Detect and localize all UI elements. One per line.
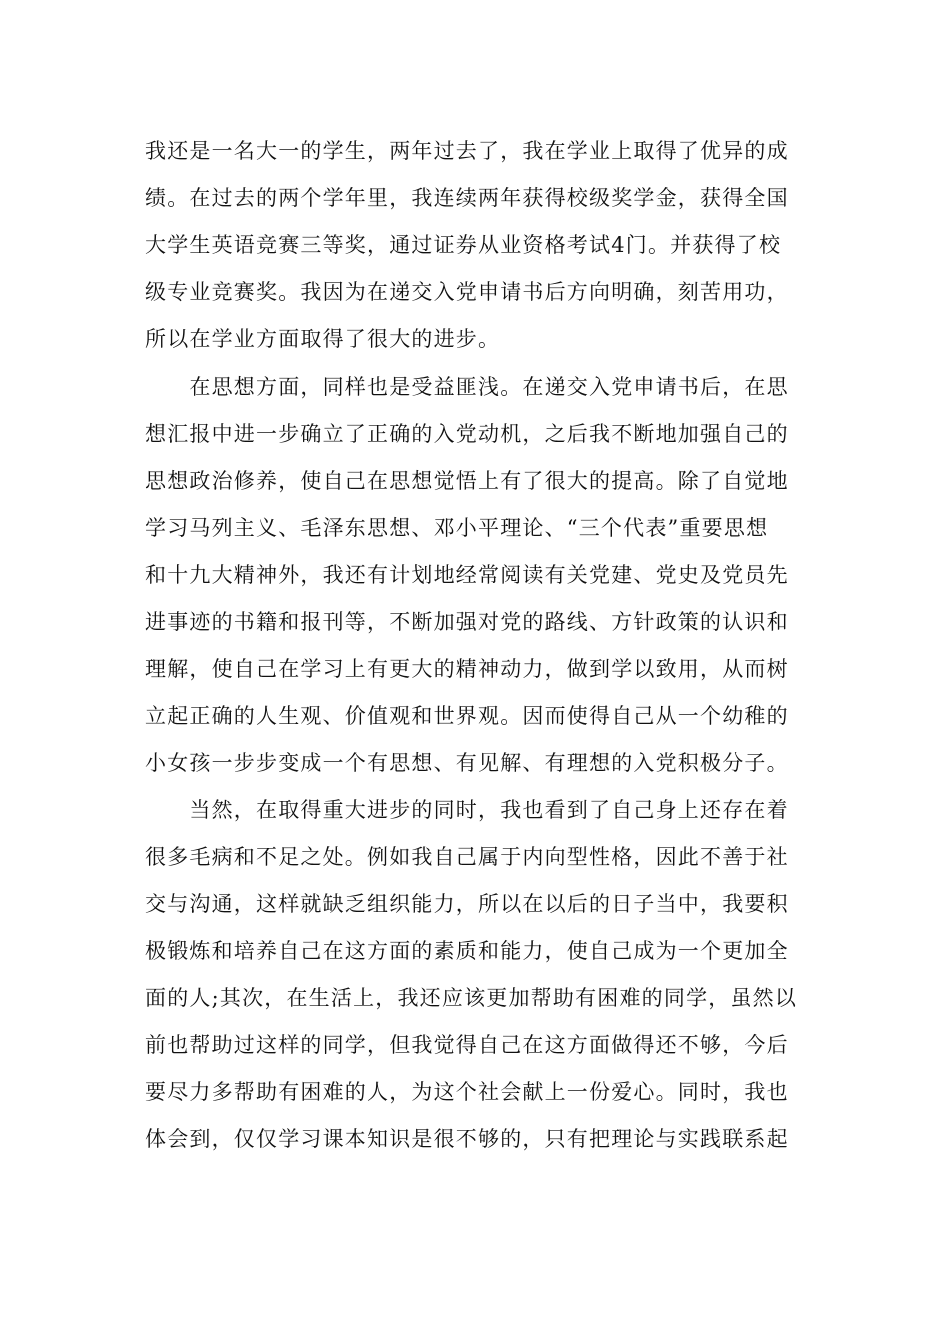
- text-line: 想汇报中进一步确立了正确的入党动机，之后我不断地加强自己的: [145, 422, 789, 446]
- text-line: 和十九大精神外，我还有计划地经常阅读有关党建、党史及党员先: [145, 563, 789, 587]
- text-line: 小女孩一步步变成一个有思想、有见解、有理想的入党积极分子。: [145, 751, 789, 775]
- text-line: 我还是一名大一的学生，两年过去了，我在学业上取得了优异的成: [145, 139, 789, 163]
- text-line: 当然，在取得重大进步的同时，我也看到了自己身上还存在着: [145, 798, 789, 822]
- text-line: 面的人;其次，在生活上，我还应该更加帮助有困难的同学，虽然以: [145, 986, 798, 1010]
- text-line: 前也帮助过这样的同学，但我觉得自己在这方面做得还不够，今后: [145, 1033, 789, 1057]
- text-line: 交与沟通，这样就缺乏组织能力，所以在以后的日子当中，我要积: [145, 892, 789, 916]
- text-line: 很多毛病和不足之处。例如我自己属于内向型性格，因此不善于社: [145, 845, 789, 869]
- text-line: 理解，使自己在学习上有更大的精神动力，做到学以致用，从而树: [145, 657, 789, 681]
- text-line: 进事迹的书籍和报刊等，不断加强对党的路线、方针政策的认识和: [145, 610, 789, 634]
- text-line: 极锻炼和培养自己在这方面的素质和能力，使自己成为一个更加全: [145, 939, 789, 963]
- text-line: 在思想方面，同样也是受益匪浅。在递交入党申请书后，在思: [145, 375, 789, 399]
- text-line: 立起正确的人生观、价值观和世界观。因而使得自己从一个幼稚的: [145, 704, 789, 728]
- text-line: 体会到，仅仅学习课本知识是很不够的，只有把理论与实践联系起: [145, 1127, 789, 1151]
- text-line: 级专业竞赛奖。我因为在递交入党申请书后方向明确，刻苦用功，: [145, 280, 789, 304]
- text-line: 思想政治修养，使自己在思想觉悟上有了很大的提高。除了自觉地: [145, 469, 789, 493]
- text-line: 要尽力多帮助有困难的人，为这个社会献上一份爱心。同时，我也: [145, 1080, 789, 1104]
- text-line: 大学生英语竞赛三等奖，通过证券从业资格考试4门。并获得了校: [145, 233, 782, 257]
- text-line: 所以在学业方面取得了很大的进步。: [145, 327, 501, 351]
- text-line: 绩。在过去的两个学年里，我连续两年获得校级奖学金，获得全国: [145, 186, 789, 210]
- text-line: 学习马列主义、毛泽东思想、邓小平理论、“三个代表”重要思想: [145, 516, 769, 540]
